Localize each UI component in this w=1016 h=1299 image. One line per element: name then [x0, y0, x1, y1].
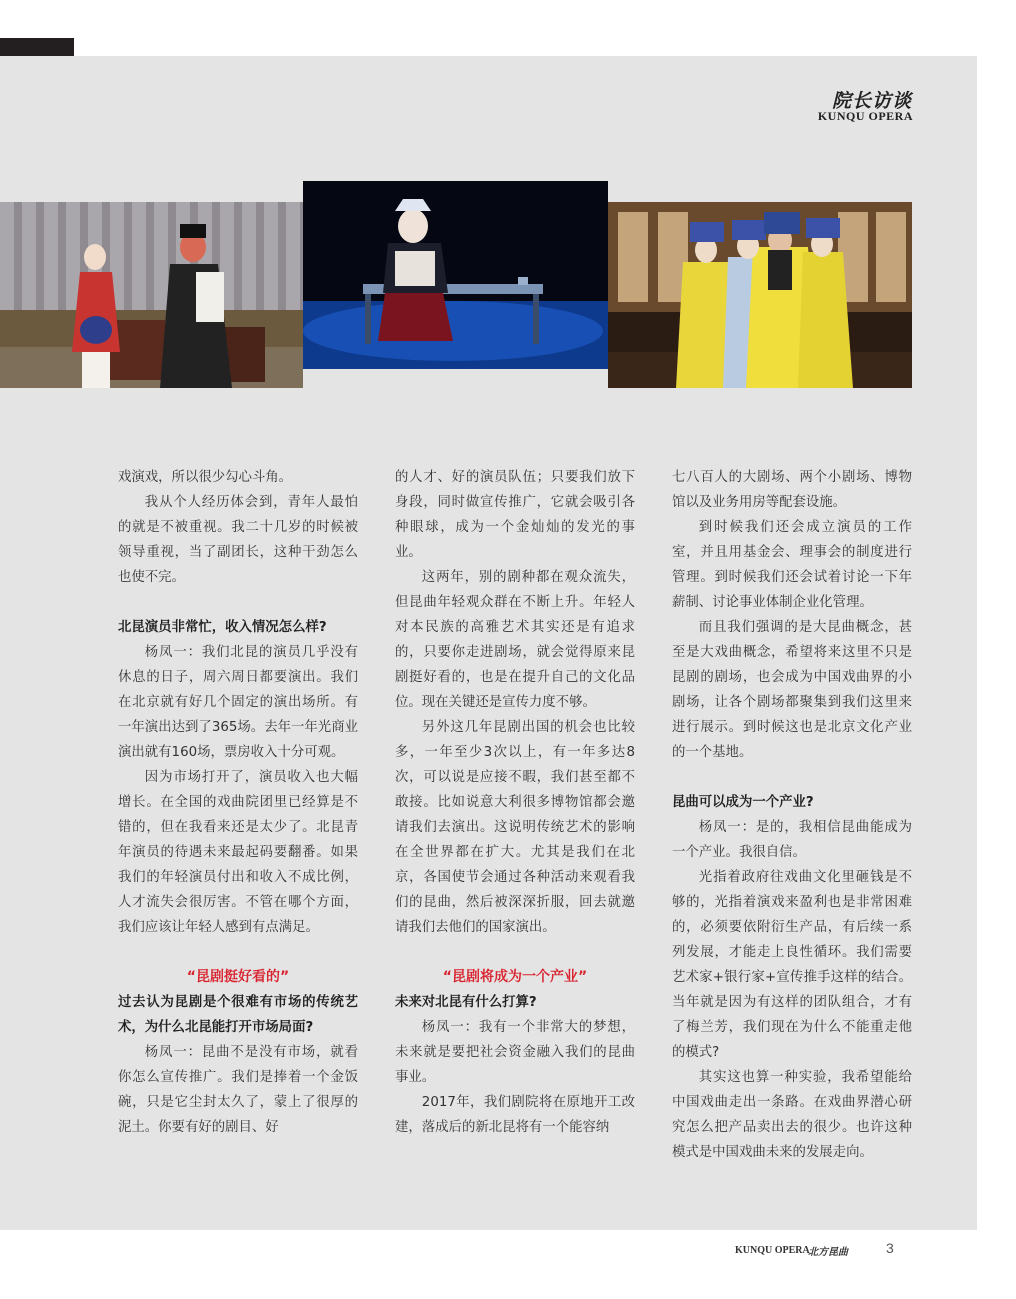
paragraph-gap [118, 940, 358, 965]
interview-question: 过去认为昆剧是个很难有市场的传统艺术，为什么北昆能打开市场局面? [118, 995, 358, 1035]
paragraph: 我从个人经历体会到，青年人最怕的就是不被重视。我二十几岁的时候被领导重视，当了副团长，这种干劲怎么也使不完。 [118, 495, 358, 585]
section-subtitle: KUNQU OPERA [817, 109, 913, 123]
paragraph: 杨凤一：我们北昆的演员几乎没有休息的日子，周六周日都要演出。我们在北京就有好几个固定的演出场所。有一年演出达到了365场。去年一年光商业演出就有160场，票房收入十分可观。 [118, 645, 358, 760]
section-subheading: “昆剧挺好看的” [186, 969, 290, 985]
paragraph-gap [672, 765, 912, 790]
paragraph: 其实这也算一种实验，我希望能给中国戏曲走出一条路。在戏曲界潜心研究怎么把产品卖出去的很少。也许这种模式是中国戏曲未来的发展走向。 [672, 1070, 912, 1160]
paragraph: 杨凤一：是的，我相信昆曲能成为一个产业。我很自信。 [672, 820, 912, 860]
paragraph: 光指着政府往戏曲文化里砸钱是不够的，光指着演戏来盈利也是非常困难的，必须要依附衍生产品，有后续一系列发展，才能走上良性循环。我们需要艺术家+银行家+宣传推手这样的结合。当年就是因为有这样的团队组合，才有了梅兰芳，我们现在为什么不能重走他的模式? [672, 870, 912, 1060]
paragraph: 的人才、好的演员队伍；只要我们放下身段，同时做宣传推广，它就会吸引各种眼球，成为一个金灿灿的发光的事业。 [395, 470, 635, 560]
paragraph: 而且我们强调的是大昆曲概念，甚至是大戏曲概念，希望将来这里不只是昆剧的剧场，也会成为中国戏曲界的小剧场，让各个剧场都聚集到我们这里来进行展示。到时候这也是北京文化产业的一个基地。 [672, 620, 912, 760]
paragraph: 到时候我们还会成立演员的工作室，并且用基金会、理事会的制度进行管理。到时候我们还会试着讨论一下年薪制、讨论事业体制企业化管理。 [672, 520, 912, 610]
paragraph: 杨凤一：我有一个非常大的梦想，未来就是要把社会资金融入我们的昆曲事业。 [395, 1020, 635, 1085]
guqin-performer-photo [303, 181, 608, 369]
paragraph-gap [395, 940, 635, 965]
paragraph: 戏演戏，所以很少勾心斗角。 [118, 470, 293, 485]
section-subheading: “昆剧将成为一个产业” [442, 969, 588, 985]
paragraph: 2017年，我们剧院将在原地开工改建，落成后的新北昆将有一个能容纳 [395, 1095, 635, 1135]
interview-question: 未来对北昆有什么打算? [395, 995, 537, 1010]
paragraph: 这两年，别的剧种都在观众流失，但昆曲年轻观众群在不断上升。年轻人对本民族的高雅艺术其实还是有追求的，只要你走进剧场，就会觉得原来昆剧挺好看的，也是在提升自己的文化品位。现在关键还是宣传力度不够。 [395, 570, 635, 710]
interview-question: 昆曲可以成为一个产业? [672, 795, 814, 810]
paragraph: 另外这几年昆剧出国的机会也比较多，一年至少3次以上，有一年多达8次，可以说是应接不暇，我们甚至都不敢接。比如说意大利很多博物馆都会邀请我们去演出。这说明传统艺术的影响在全世界都在扩大。尤其是我们在北京，各国使节会通过各种活动来观看我们的昆曲，然后被深深折服，回去就邀请我们去他们的国家演出。 [395, 720, 635, 935]
page-number: 3 [886, 1240, 894, 1256]
paragraph: 七八百人的大剧场、两个小剧场、博物馆以及业务用房等配套设施。 [672, 470, 912, 510]
footer-magazine-label: KUNQU OPERA [735, 1245, 810, 1256]
interview-question: 北昆演员非常忙，收入情况怎么样? [118, 620, 327, 635]
article-column-1 [118, 465, 358, 1140]
stage-duet-photo [0, 202, 303, 388]
article-column-2 [395, 465, 635, 1140]
section-title: 院长访谈 [831, 90, 912, 112]
article-column-3 [672, 465, 912, 1165]
paragraph-gap [118, 590, 358, 615]
footer-magazine-logo: 北方昆曲 [808, 1247, 848, 1258]
paragraph: 因为市场打开了，演员收入也大幅增长。在全国的戏曲院团里已经算是不错的，但在我看来还是太少了。北昆青年演员的待遇未来最起码要翻番。如果我们的年轻演员付出和收入不成比例，人才流失会很厉害。不管在哪个方面，我们应该让年轻人感到有点满足。 [118, 770, 358, 935]
section-tab [0, 38, 74, 56]
costumed-ensemble-photo [608, 202, 912, 388]
paragraph: 杨凤一：昆曲不是没有市场，就看你怎么宣传推广。我们是捧着一个金饭碗，只是它尘封太久了，蒙上了很厚的泥土。你要有好的剧目、好 [118, 1045, 358, 1135]
page-corner-fold [955, 56, 977, 78]
